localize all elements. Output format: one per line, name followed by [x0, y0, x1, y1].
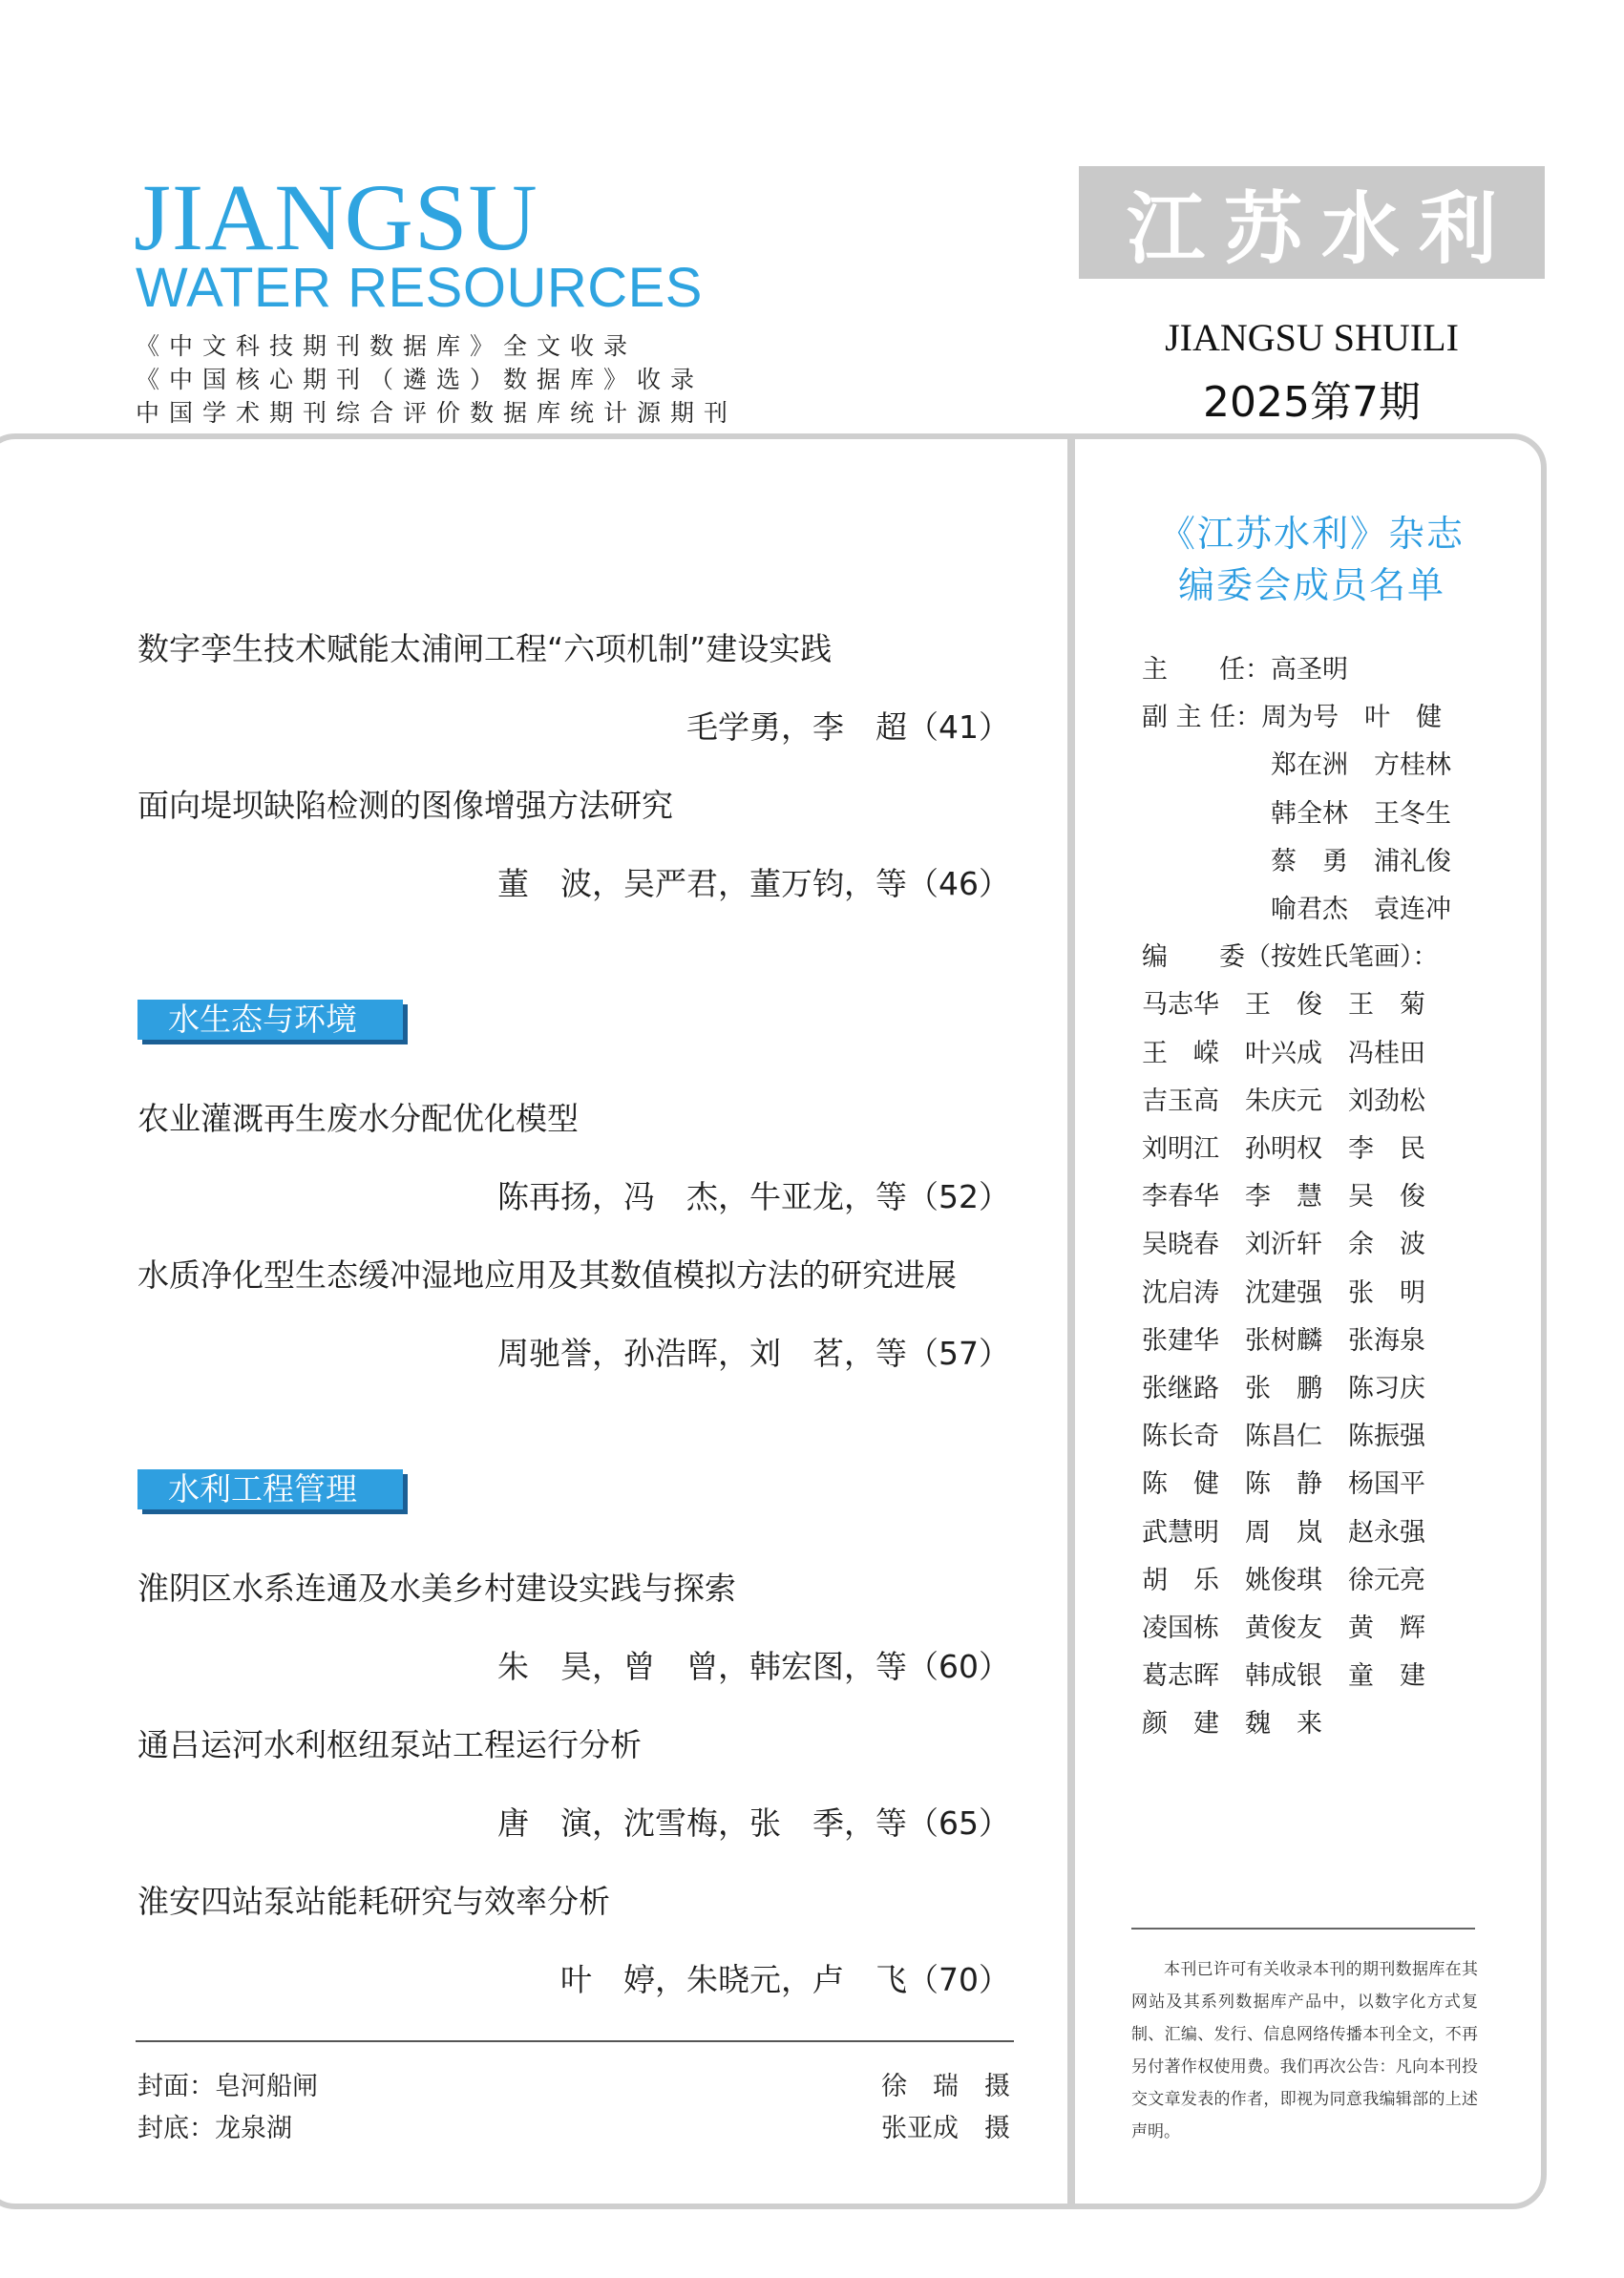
article-title[interactable]: 通吕运河水利枢纽泵站工程运行分析 [137, 1726, 642, 1763]
journal-title: 江苏水利 [1126, 183, 1516, 275]
article-authors: 朱 昊，曾 曾，韩宏图，等（60） [497, 1648, 1010, 1685]
section-heading-mgmt: 水利工程管理 [137, 1469, 403, 1509]
board-row: 韩全林 王冬生 [1142, 798, 1451, 829]
journal-title-box [1079, 166, 1545, 279]
index-statement-2: 《中国核心期刊（遴选）数据库》收录 [136, 366, 705, 393]
board-row: 张建华 张树麟 张海泉 [1142, 1325, 1425, 1356]
article-title[interactable]: 淮安四站泵站能耗研究与效率分析 [137, 1883, 610, 1920]
board-row: 副 主 任：周为号 叶 健 [1142, 703, 1443, 733]
board-row: 王 嵘 叶兴成 冯桂田 [1142, 1038, 1425, 1068]
toc-divider [136, 2040, 1014, 2042]
board-row: 编 委（按姓氏笔画）： [1142, 942, 1439, 973]
cover-front-credit: 徐 瑞 摄 [881, 2072, 1010, 2101]
issue-number: 2025第7期 [1203, 378, 1421, 427]
notice-divider [1131, 1928, 1475, 1930]
board-title-line2: 编委会成员名单 [1177, 564, 1445, 606]
board-row: 主 任：高圣明 [1142, 655, 1348, 685]
article-title[interactable]: 淮阴区水系连通及水美乡村建设实践与探索 [137, 1570, 736, 1607]
board-row: 马志华 王 俊 王 菊 [1142, 990, 1425, 1021]
board-row: 李春华 李 慧 吴 俊 [1142, 1182, 1425, 1213]
board-row: 胡 乐 姚俊琪 徐元亮 [1142, 1565, 1425, 1595]
article-authors: 陈再扬，冯 杰，牛亚龙，等（52） [497, 1178, 1010, 1215]
board-row: 吴晓春 刘沂轩 余 波 [1142, 1230, 1425, 1260]
article-authors: 董 波，吴严君，董万钧，等（46） [497, 865, 1010, 902]
article-title[interactable]: 数字孪生技术赋能太浦闸工程“六项机制”建设实践 [137, 630, 833, 667]
board-row: 武慧明 周 岚 赵永强 [1142, 1517, 1425, 1548]
board-row: 喻君杰 袁连冲 [1142, 895, 1451, 924]
article-authors: 叶 婷，朱晓元，卢 飞（70） [560, 1961, 1010, 1998]
cover-back-credit: 张亚成 摄 [881, 2114, 1010, 2143]
board-row: 颜 建 魏 来 [1142, 1709, 1322, 1740]
index-statement-3: 中国学术期刊综合评价数据库统计源期刊 [136, 399, 738, 427]
board-row: 葛志晖 韩成银 童 建 [1142, 1661, 1425, 1692]
article-title[interactable]: 水质净化型生态缓冲湿地应用及其数值模拟方法的研究进展 [137, 1256, 957, 1294]
board-row: 沈启涛 沈建强 张 明 [1142, 1277, 1425, 1308]
board-row: 陈 健 陈 静 杨国平 [1142, 1469, 1425, 1500]
copyright-notice: 本刊已许可有关收录本刊的期刊数据库在其网站及其系列数据库产品中，以数字化方式复制、汇编、发行、信息网络传播本刊全文，不再另付著作权使用费。我们再次公告：凡向本刊投交文章发表的作者，即视为同意我编辑部的上述声明。 [1131, 1960, 1478, 2141]
article-title[interactable]: 面向堤坝缺陷检测的图像增强方法研究 [137, 787, 673, 824]
board-row: 凌国栋 黄俊友 黄 辉 [1142, 1614, 1425, 1643]
cover-front-label: 封面：皂河船闸 [137, 2072, 318, 2101]
article-authors: 毛学勇，李 超（41） [686, 708, 1010, 746]
index-statement-1: 《中文科技期刊数据库》全文收录 [136, 332, 638, 360]
article-authors: 周驰誉，孙浩晖，刘 茗，等（57） [497, 1335, 1010, 1372]
board-row: 郑在洲 方桂林 [1142, 750, 1451, 781]
board-row: 吉玉高 朱庆元 刘劲松 [1142, 1086, 1425, 1116]
article-title[interactable]: 农业灌溉再生废水分配优化模型 [137, 1100, 579, 1137]
board-row: 张继路 张 鹏 陈习庆 [1142, 1374, 1425, 1403]
cover-back-label: 封底：龙泉湖 [137, 2114, 292, 2143]
board-row: 蔡 勇 浦礼俊 [1142, 846, 1451, 876]
board-title-line1: 《江苏水利》杂志 [1158, 513, 1465, 555]
logo-english-line1: JIANGSU [134, 164, 538, 270]
column-divider [1067, 439, 1075, 2209]
article-authors: 唐 演，沈雪梅，张 季，等（65） [497, 1804, 1010, 1842]
logo-english-line2: WATER RESOURCES [136, 257, 703, 319]
journal-pinyin: JIANGSU SHUILI [1165, 316, 1459, 359]
board-row: 陈长奇 陈昌仁 陈振强 [1142, 1422, 1425, 1452]
section-heading-eco: 水生态与环境 [137, 1000, 403, 1040]
board-row: 刘明江 孙明权 李 民 [1142, 1134, 1425, 1164]
